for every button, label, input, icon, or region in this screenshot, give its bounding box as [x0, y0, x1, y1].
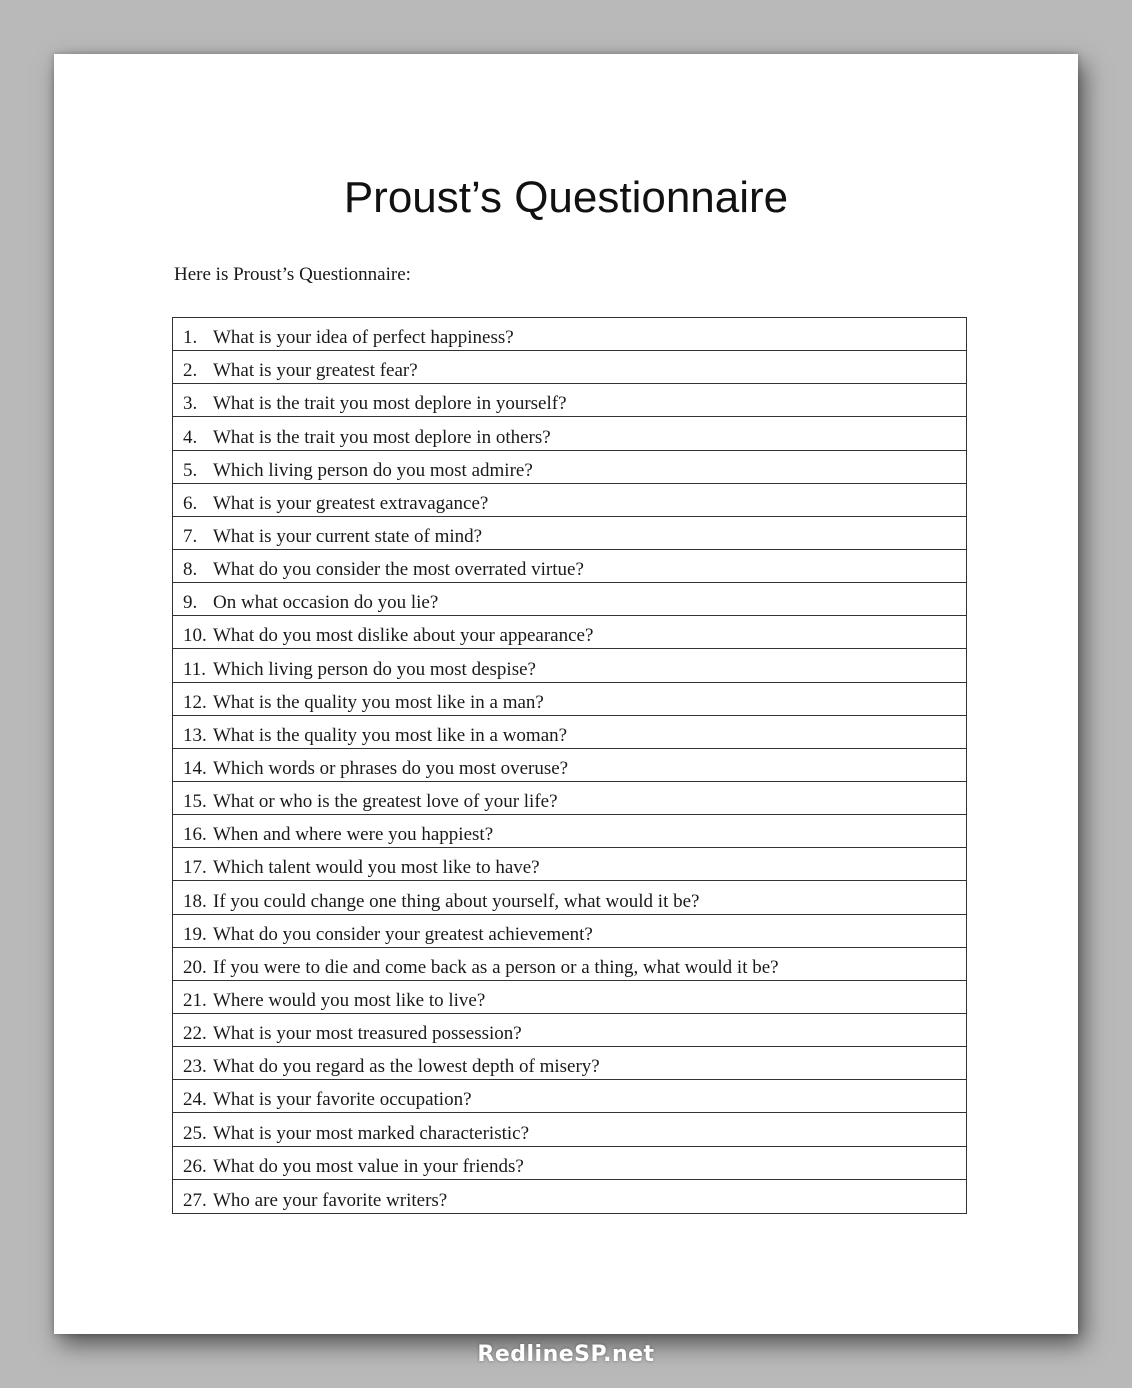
question-row — [173, 384, 966, 417]
question-number: 9. — [183, 592, 198, 614]
question-number: 8. — [183, 559, 198, 581]
question-text: What do you most value in your friends? — [213, 1155, 524, 1177]
question-text: What is your favorite occupation? — [213, 1089, 472, 1111]
question-number: 24. — [183, 1089, 207, 1111]
question-row — [173, 749, 966, 782]
document-page — [54, 54, 1078, 1334]
question-number: 21. — [183, 989, 207, 1011]
question-row — [173, 815, 966, 848]
question-number: 12. — [183, 691, 207, 713]
question-text: What is the trait you most deplore in yourself? — [213, 393, 567, 415]
question-text: Which talent would you most like to have? — [213, 857, 540, 879]
question-row — [173, 981, 966, 1014]
question-text: What is the quality you most like in a woman? — [213, 724, 568, 746]
question-row — [173, 782, 966, 815]
question-text: What or who is the greatest love of your life? — [213, 791, 558, 813]
question-number: 22. — [183, 1023, 207, 1045]
question-number: 2. — [183, 360, 198, 382]
question-text: Which words or phrases do you most overuse? — [213, 757, 569, 779]
question-row — [173, 583, 966, 616]
question-number: 1. — [183, 327, 198, 349]
page-title: Proust’s Questionnaire — [343, 173, 789, 222]
question-text: What is your greatest extravagance? — [213, 492, 489, 514]
question-number: 14. — [183, 757, 207, 779]
question-number: 16. — [183, 824, 207, 846]
question-row — [173, 1014, 966, 1047]
watermark: RedlineSP.net — [477, 1342, 655, 1367]
question-number: 20. — [183, 956, 207, 978]
question-number: 3. — [183, 393, 198, 415]
question-text: What do you consider your greatest achievement? — [213, 923, 593, 945]
question-text: Which living person do you most admire? — [213, 459, 533, 481]
question-number: 6. — [183, 492, 198, 514]
question-number: 15. — [183, 791, 207, 813]
question-number: 25. — [183, 1122, 207, 1144]
question-row — [173, 1080, 966, 1113]
question-row — [173, 683, 966, 716]
question-row — [173, 517, 966, 550]
question-row — [173, 915, 966, 948]
question-row — [173, 649, 966, 682]
question-row — [173, 881, 966, 914]
question-row — [173, 716, 966, 749]
question-text: Where would you most like to live? — [213, 989, 486, 1011]
questions-table — [172, 317, 967, 1214]
question-row — [173, 318, 966, 351]
question-number: 7. — [183, 525, 198, 547]
question-row — [173, 1180, 966, 1213]
question-text: What is the trait you most deplore in others? — [213, 426, 551, 448]
question-number: 19. — [183, 923, 207, 945]
question-text: What do you regard as the lowest depth of misery? — [213, 1056, 600, 1078]
question-text: When and where were you happiest? — [213, 824, 494, 846]
question-text: Who are your favorite writers? — [213, 1189, 448, 1211]
question-text: What is your most marked characteristic? — [213, 1122, 530, 1144]
question-text: If you could change one thing about yourself, what would it be? — [213, 890, 700, 912]
question-text: If you were to die and come back as a person or a thing, what would it be? — [213, 956, 779, 978]
question-number: 4. — [183, 426, 198, 448]
question-number: 5. — [183, 459, 198, 481]
question-row — [173, 848, 966, 881]
question-text: What do you consider the most overrated virtue? — [213, 559, 584, 581]
question-row — [173, 351, 966, 384]
question-text: What is your current state of mind? — [213, 525, 483, 547]
question-row — [173, 417, 966, 450]
question-text: What is your most treasured possession? — [213, 1023, 522, 1045]
question-text: What do you most dislike about your appearance? — [213, 625, 594, 647]
question-number: 23. — [183, 1056, 207, 1078]
question-row — [173, 948, 966, 981]
question-number: 26. — [183, 1155, 207, 1177]
question-text: On what occasion do you lie? — [213, 592, 439, 614]
question-number: 18. — [183, 890, 207, 912]
question-number: 27. — [183, 1189, 207, 1211]
question-number: 13. — [183, 724, 207, 746]
question-text: What is the quality you most like in a man? — [213, 691, 544, 713]
question-row — [173, 451, 966, 484]
question-row — [173, 616, 966, 649]
question-number: 17. — [183, 857, 207, 879]
question-row — [173, 1147, 966, 1180]
question-text: What is your greatest fear? — [213, 360, 418, 382]
intro-text: Here is Proust’s Questionnaire: — [174, 264, 411, 285]
question-text: Which living person do you most despise? — [213, 658, 536, 680]
question-row — [173, 550, 966, 583]
question-row — [173, 484, 966, 517]
question-row — [173, 1047, 966, 1080]
question-number: 11. — [183, 658, 207, 680]
question-text: What is your idea of perfect happiness? — [213, 327, 514, 349]
question-number: 10. — [183, 625, 207, 647]
question-row — [173, 1113, 966, 1146]
